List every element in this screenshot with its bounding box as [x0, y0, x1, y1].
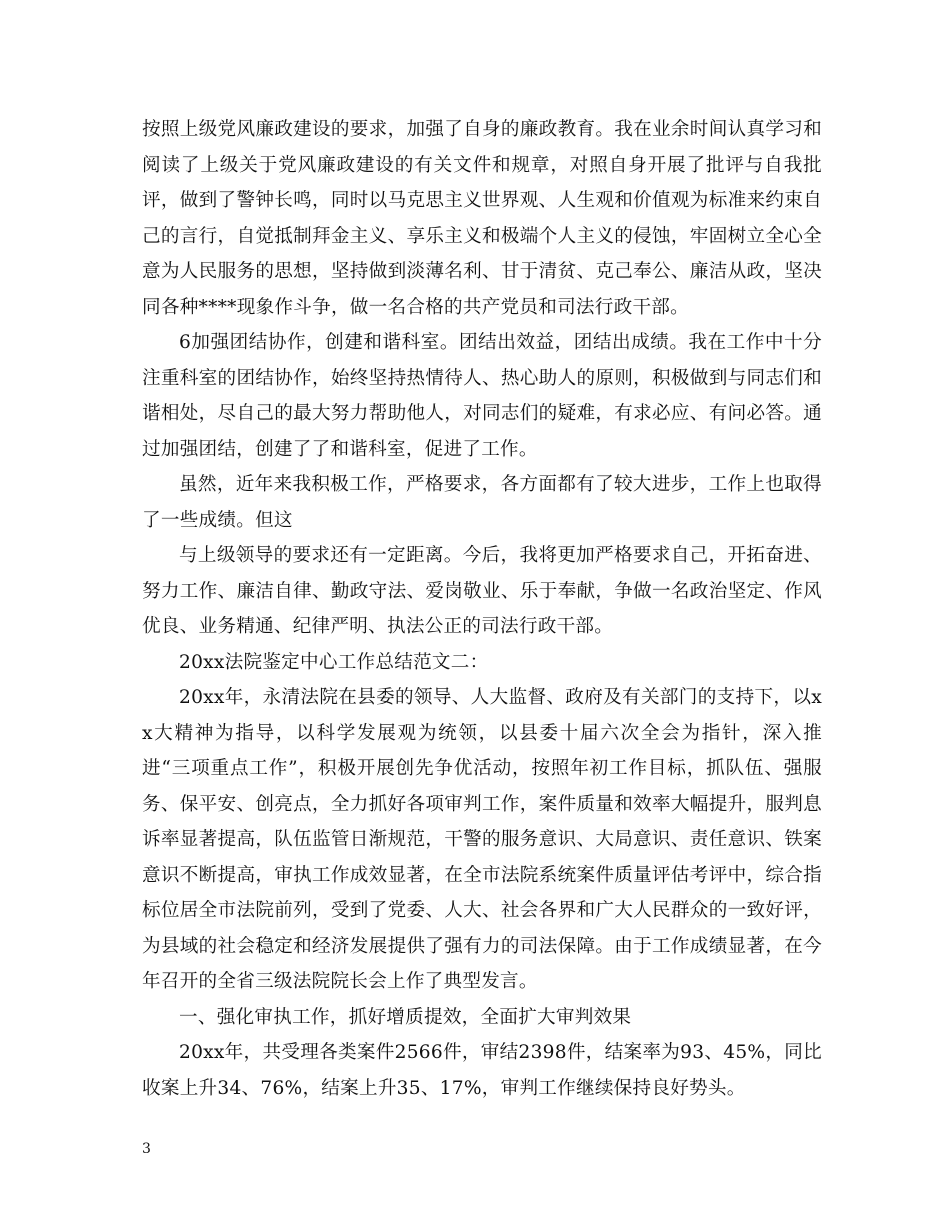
page-number: 3 — [142, 1141, 151, 1157]
paragraph-court-overview: 20xx年，永清法院在县委的领导、人大监督、政府及有关部门的支持下，以xx大精神为指导，以科学发展观为统领，以县委十届六次全会为指针，深入推进“三项重点工作”，积极开展创先争优活动，按照年初工作目标，抓队伍、强服务、保平安、创亮点，全力抓好各项审判工作，案件质量和效率大幅提升，服判息诉率显著提高，队伍监管日渐规范，干警的服务意识、大局意识、责任意识、铁案意识不断提高，审执工作成效显著，在全市法院系统案件质量评估考评中，综合指标位居全市法院前列，受到了党委、人大、社会各界和广大人民群众的一致好评，为县域的社会稳定和经济发展提供了强有力的司法保障。由于工作成绩显著，在今年召开的全省三级法院院长会上作了典型发言。 — [142, 687, 822, 992]
paragraph-future-plans: 与上级领导的要求还有一定距离。今后，我将更加严格要求自己，开拓奋进、努力工作、廉洁自律、勤政守法、爱岗敬业、乐于奉献，争做一名政治坚定、作风优良、业务精通、纪律严明、执法公正的司法行政干部。 — [142, 545, 822, 637]
document-body — [142, 112, 822, 1106]
section-heading-sample-two: 20xx法院鉴定中心工作总结范文二： — [179, 651, 489, 673]
section-heading-trial-work: 一、强化审执工作，抓好增质提效，全面扩大审判效果 — [179, 1006, 632, 1028]
paragraph-case-statistics: 20xx年，共受理各类案件2566件，审结2398件，结案率为93、45%，同比收案上升34、76%，结案上升35、17%，审判工作继续保持良好势头。 — [142, 1042, 822, 1099]
paragraph-integrity-education: 按照上级党风廉政建设的要求，加强了自身的廉政教育。我在业余时间认真学习和阅读了上级关于党风廉政建设的有关文件和规章，对照自身开展了批评与自我批评，做到了警钟长鸣，同时以马克思主义世界观、人生观和价值观为标准来约束自己的言行，自觉抵制拜金主义、享乐主义和极端个人主义的侵蚀，牢固树立全心全意为人民服务的思想，坚持做到淡薄名利、甘于清贫、克己奉公、廉洁从政，坚决同各种****现象作斗争，做一名合格的共产党员和司法行政干部。 — [142, 119, 822, 318]
paragraph-team-cooperation: 6加强团结协作，创建和谐科室。团结出效益，团结出成绩。我在工作中十分注重科室的团结协作，始终坚持热情待人、热心助人的原则，积极做到与同志们和谐相处，尽自己的最大努力帮助他人，对同志们的疑难，有求必应、有问必答。通过加强团结，创建了了和谐科室，促进了工作。 — [142, 332, 822, 460]
paragraph-progress-summary: 虽然，近年来我积极工作，严格要求，各方面都有了较大进步，工作上也取得了一些成绩。但这 — [142, 474, 822, 531]
